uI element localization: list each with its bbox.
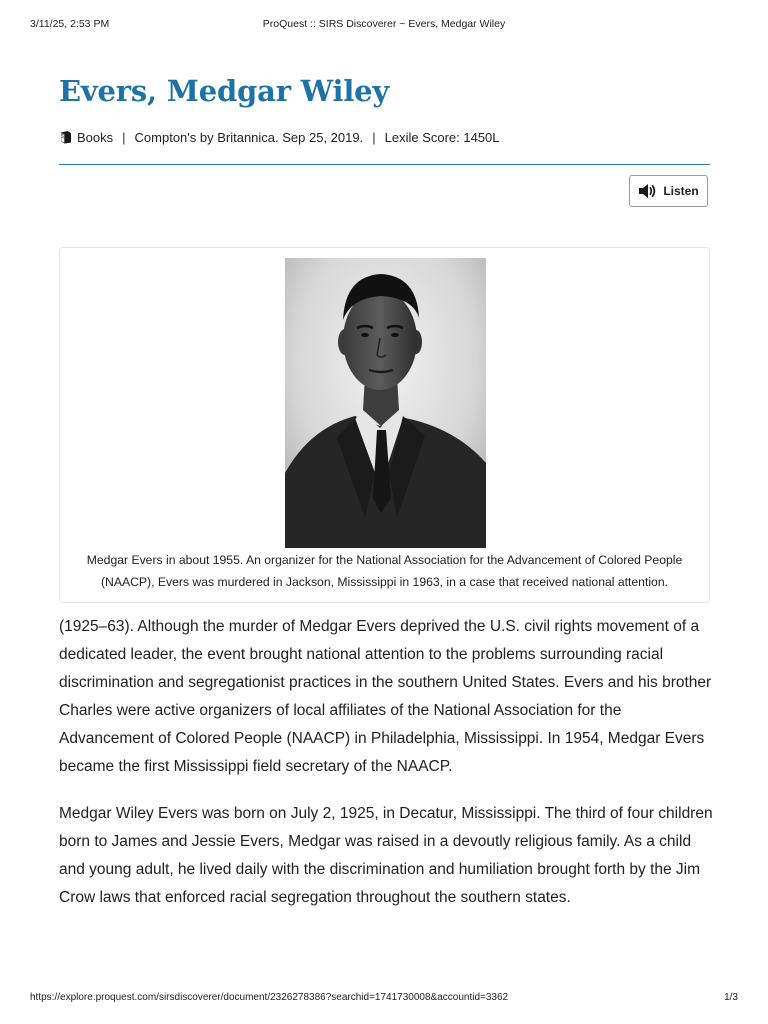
article-title: Evers, Medgar Wiley	[59, 74, 390, 108]
listen-button[interactable]	[629, 175, 708, 207]
speaker-icon	[638, 183, 657, 199]
meta-lexile: Lexile Score: 1450L	[384, 129, 500, 145]
article-meta	[60, 128, 500, 146]
print-footer	[30, 992, 738, 1006]
meta-source: Compton's by Britannica. Sep 25, 2019.	[134, 129, 364, 145]
body-paragraph: (1925–63). Although the murder of Medgar Evers deprived the U.S. civil rights movement of a dedicated leader, the event brought national attention to the problems surrounding racial discrimination and segregationist practices in the southern United States. Evers and his brother Charles were active organizers of local affiliates of the National Association for the Advancement of Colored People (NAACP) in Philadelphia, Mississippi. In 1954, Medgar Evers became the first Mississippi field secretary of the NAACP.	[59, 618, 712, 775]
print-datetime: 3/11/25, 2:53 PM	[30, 18, 110, 30]
book-icon	[60, 130, 72, 144]
figure-card	[59, 247, 710, 603]
print-url: https://explore.proquest.com/sirsdiscoverer/document/2326278386?searchid=1741730008&accountid=3362	[30, 992, 509, 1003]
listen-label: Listen	[663, 184, 699, 198]
print-page-title: ProQuest :: SIRS Discoverer ~ Evers, Medgar Wiley	[262, 18, 506, 30]
body-paragraph: Medgar Wiley Evers was born on July 2, 1925, in Decatur, Mississippi. The third of four children born to James and Jessie Evers, Medgar was raised in a devoutly religious family. As a child and young adult, he lived daily with the discrimination and humiliation brought forth by the Jim Crow laws that enforced racial segregation throughout the southern states.	[59, 805, 713, 906]
meta-separator: |	[372, 129, 376, 145]
header-divider	[59, 164, 710, 165]
meta-type: Books	[77, 129, 114, 145]
figure-caption: Medgar Evers in about 1955. An organizer for the National Association for the Advancement of Colored People (NAACP), Evers was murdered in Jackson, Mississippi in 1963, in a case that received national attention.	[86, 553, 683, 589]
medgar-evers-portrait	[285, 258, 486, 548]
print-header	[30, 18, 738, 32]
page-number: 1/3	[724, 992, 738, 1003]
meta-separator: |	[122, 129, 126, 145]
